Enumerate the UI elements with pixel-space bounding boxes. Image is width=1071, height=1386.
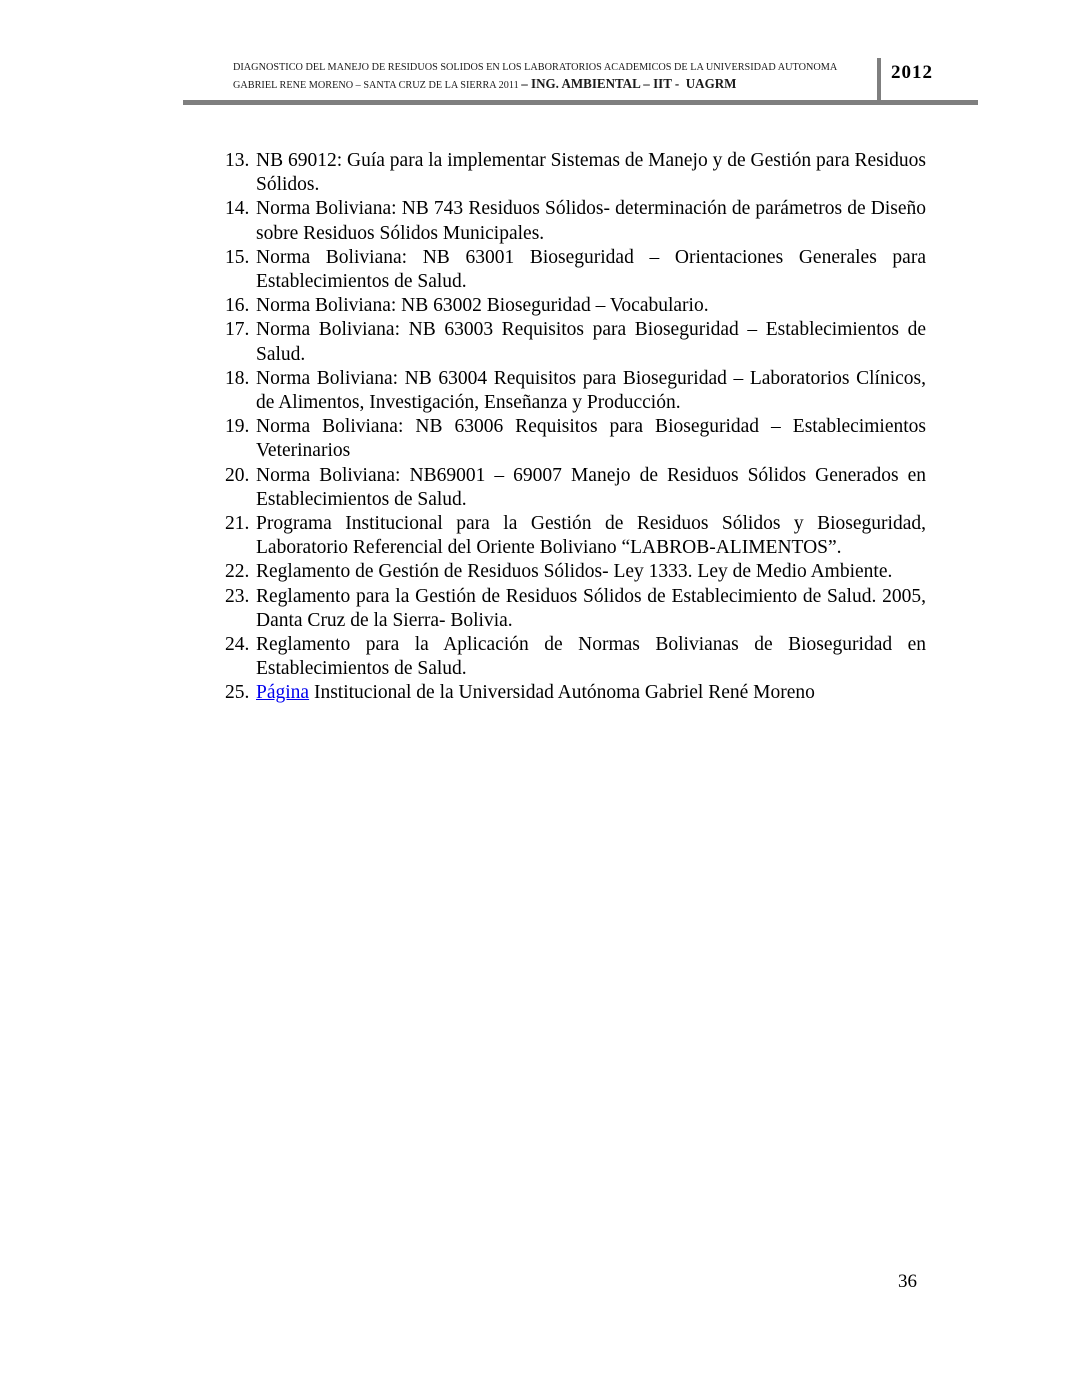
reference-item xyxy=(225,246,926,294)
reference-item xyxy=(225,633,926,681)
reference-item xyxy=(225,294,926,318)
reference-number: 20. xyxy=(225,464,250,486)
reference-text: Institucional de la Universidad Autónoma Gabriel René Moreno xyxy=(309,682,815,704)
reference-text: Norma Boliviana: NB 63001 Bioseguridad – Orientaciones Generales para Establecimientos de Salud. xyxy=(256,246,926,293)
reference-item xyxy=(225,512,926,560)
reference-text: Reglamento para la Aplicación de Normas Bolivianas de Bioseguridad en Establecimientos de Salud. xyxy=(256,634,926,680)
header-title-line1: DIAGNOSTICO DEL MANEJO DE RESIDUOS SOLIDOS EN LOS LABORATORIOS ACADEMICOS DE LA UNIVERSIDAD AUTONOMA xyxy=(233,61,838,73)
reference-item xyxy=(225,585,926,633)
header-title-line2-regular: GABRIEL RENE MORENO – SANTA CRUZ DE LA SIERRA 2011 xyxy=(233,79,522,91)
reference-number: 18. xyxy=(225,367,250,389)
reference-list xyxy=(225,149,926,706)
reference-text: Norma Boliviana: NB 743 Residuos Sólidos- determinación de parámetros de Diseño sobre Residuos Sólidos Municipales. xyxy=(256,198,926,244)
header-rule xyxy=(183,100,978,105)
reference-text: Programa Institucional para la Gestión de Residuos Sólidos y Bioseguridad, Laboratorio Referencial del Oriente Boliviano “LABROB-ALIMENTOS”. xyxy=(256,513,926,559)
reference-number: 16. xyxy=(225,295,250,317)
reference-text: NB 69012: Guía para la implementar Sistemas de Manejo y de Gestión para Residuos Sólidos. xyxy=(256,150,926,196)
reference-text: Norma Boliviana: NB 63003 Requisitos para Bioseguridad – Establecimientos de Salud. xyxy=(256,319,926,365)
header-title-line2-bold: – ING. AMBIENTAL – IIT - UAGRM xyxy=(521,77,737,92)
reference-number: 22. xyxy=(225,561,250,583)
reference-number: 13. xyxy=(225,150,250,171)
reference-item xyxy=(225,149,926,197)
reference-number: 21. xyxy=(225,513,250,535)
reference-number: 15. xyxy=(225,246,250,268)
reference-text: Reglamento de Gestión de Residuos Sólidos- Ley 1333. Ley de Medio Ambiente. xyxy=(256,561,893,583)
reference-text: Norma Boliviana: NB69001 – 69007 Manejo de Residuos Sólidos Generados en Establecimientos de Salud. xyxy=(256,464,926,510)
reference-text: Reglamento para la Gestión de Residuos Sólidos de Establecimiento de Salud. 2005, Danta Cruz de la Sierra- Bolivia. xyxy=(256,585,926,631)
reference-item xyxy=(225,415,926,463)
header-divider-bar xyxy=(877,58,881,100)
reference-number: 19. xyxy=(225,416,250,438)
page-number: 36 xyxy=(898,1271,917,1292)
reference-number: 25. xyxy=(225,682,250,704)
header-running-title xyxy=(233,61,877,93)
reference-text: Norma Boliviana: NB 63006 Requisitos para Bioseguridad – Establecimientos Veterinarios xyxy=(256,416,926,462)
pagina-link[interactable]: Página xyxy=(256,682,310,704)
reference-item xyxy=(225,367,926,415)
reference-item xyxy=(225,197,926,245)
reference-number: 14. xyxy=(225,198,250,220)
reference-text: Norma Boliviana: NB 63002 Bioseguridad – Vocabulario. xyxy=(256,295,709,317)
header-title-line2 xyxy=(233,77,832,93)
reference-item xyxy=(225,464,926,512)
header-year: 2012 xyxy=(891,62,933,83)
reference-item xyxy=(225,318,926,366)
reference-number: 23. xyxy=(225,585,250,607)
reference-item xyxy=(225,560,926,584)
reference-number: 17. xyxy=(225,319,250,341)
reference-item xyxy=(225,681,926,705)
reference-text: Norma Boliviana: NB 63004 Requisitos para Bioseguridad – Laboratorios Clínicos, de Alimentos, Investigación, Enseñanza y Producción. xyxy=(256,367,926,414)
reference-number: 24. xyxy=(225,634,250,656)
